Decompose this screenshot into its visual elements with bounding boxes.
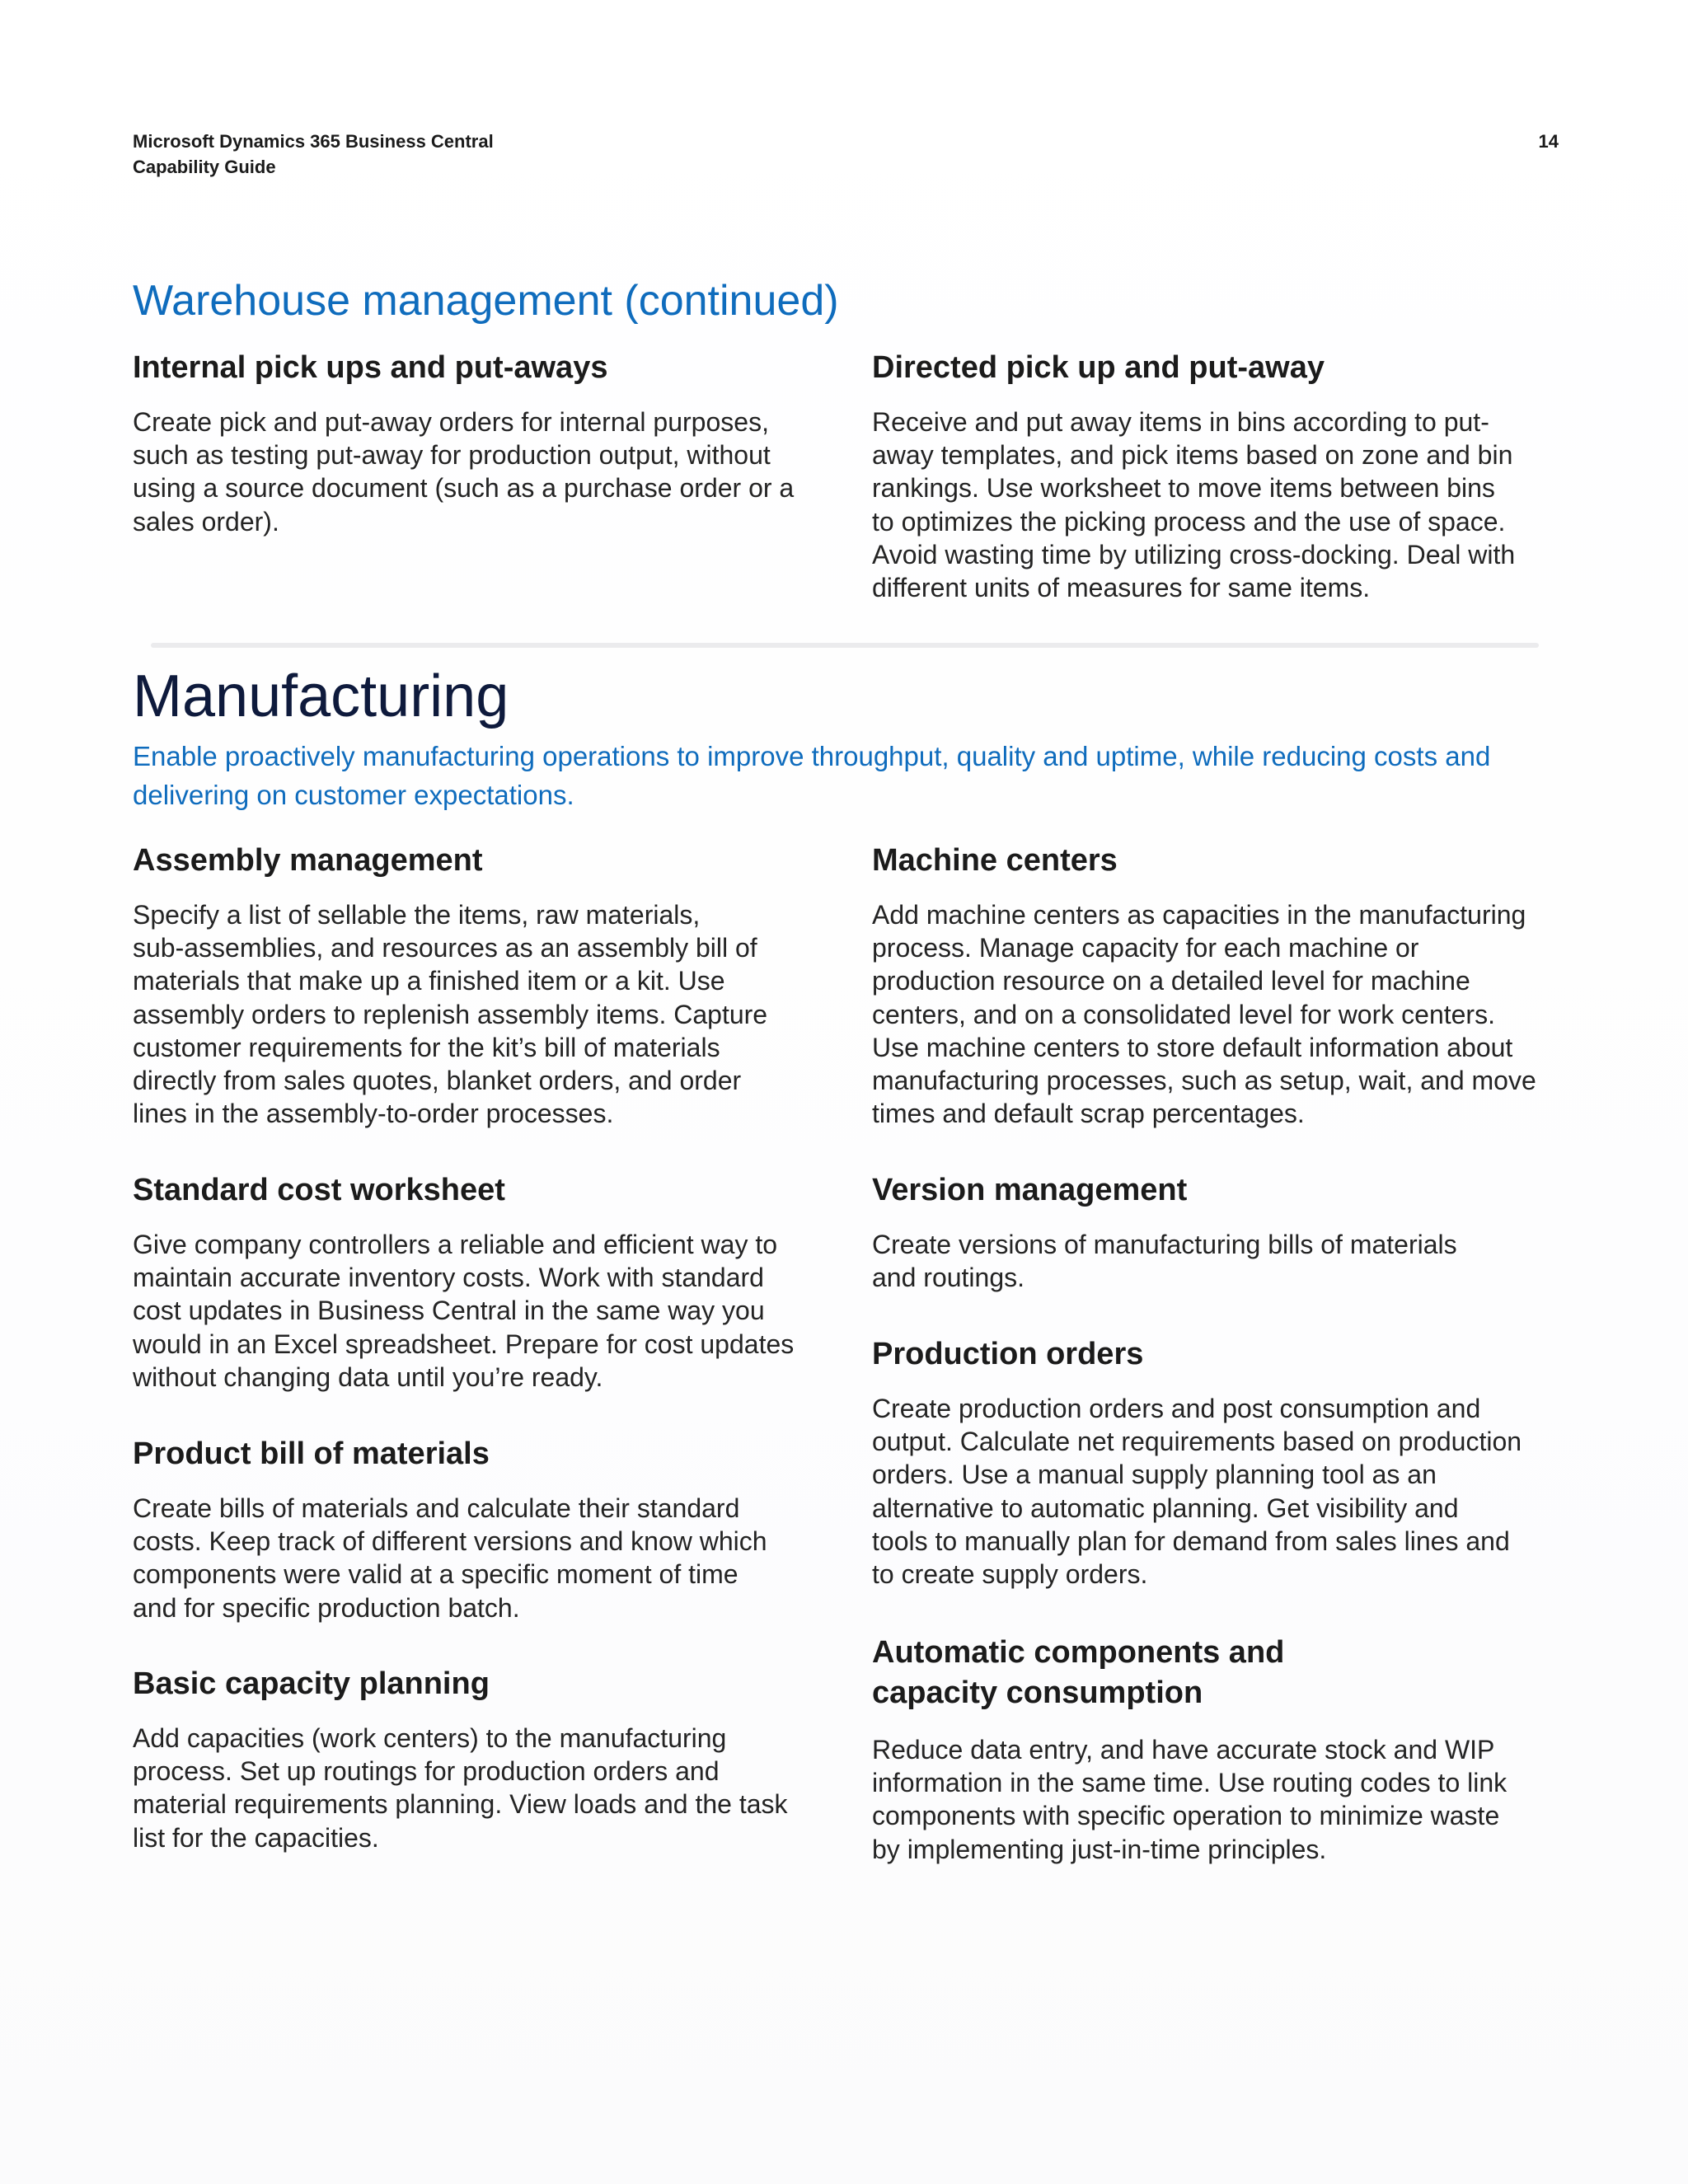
feature-description bbox=[133, 1228, 825, 1394]
text-line: materials that make up a finished item or a kit. Use bbox=[133, 966, 725, 996]
manufacturing-section-title: Manufacturing bbox=[133, 663, 509, 729]
feature-heading: Assembly management bbox=[133, 843, 483, 878]
product-name: Microsoft Dynamics 365 Business Central bbox=[133, 131, 494, 152]
feature-description bbox=[872, 898, 1564, 1130]
text-line: process. Manage capacity for each machine or bbox=[872, 933, 1419, 963]
warehouse-section-title: Warehouse management (continued) bbox=[133, 277, 839, 325]
text-line: lines in the assembly-to-order processes. bbox=[133, 1099, 614, 1129]
feature-description bbox=[872, 1228, 1564, 1294]
text-line: information in the same time. Use routing codes to link bbox=[872, 1768, 1507, 1798]
text-line: to create supply orders. bbox=[872, 1559, 1148, 1590]
text-line: Avoid wasting time by utilizing cross-docking. Deal with bbox=[872, 539, 1516, 569]
text-line: Create versions of manufacturing bills of materials bbox=[872, 1230, 1457, 1259]
feature-directed-pick-up bbox=[872, 348, 1564, 604]
feature-heading: Production orders bbox=[872, 1337, 1144, 1371]
feature-heading: Machine centers bbox=[872, 843, 1118, 878]
feature-heading: Basic capacity planning bbox=[133, 1666, 490, 1701]
text-line: Reduce data entry, and have accurate stock and WIP bbox=[872, 1735, 1495, 1765]
text-line: Give company controllers a reliable and efficient way to bbox=[133, 1230, 778, 1259]
text-line: rankings. Use worksheet to move items between bins bbox=[872, 473, 1495, 504]
text-line: assembly orders to replenish assembly items. Capture bbox=[133, 999, 768, 1029]
feature-description bbox=[872, 1733, 1564, 1866]
feature-standard-cost-worksheet bbox=[133, 1170, 825, 1394]
page-header bbox=[133, 129, 1559, 178]
section-divider bbox=[151, 643, 1539, 648]
feature-basic-capacity-planning bbox=[133, 1664, 825, 1854]
feature-description bbox=[133, 898, 825, 1130]
text-line: components were valid at a specific moment of time bbox=[133, 1559, 738, 1590]
text-line: directly from sales quotes, blanket orders, and order bbox=[133, 1066, 742, 1096]
text-line: away templates, and pick items based on zone and bin bbox=[872, 440, 1513, 471]
feature-version-management bbox=[872, 1170, 1564, 1294]
heading-line: Automatic components and bbox=[872, 1635, 1285, 1670]
text-line: production resource on a detailed level for machine bbox=[872, 966, 1470, 996]
text-line: cost updates in Business Central in the same way you bbox=[133, 1296, 765, 1326]
feature-description bbox=[872, 405, 1564, 604]
text-line: without changing data until you’re ready. bbox=[133, 1361, 603, 1392]
text-line: different units of measures for same items. bbox=[872, 573, 1371, 603]
text-line: Use machine centers to store default information about bbox=[872, 1032, 1513, 1062]
text-line: using a source document (such as a purchase order or a bbox=[133, 473, 795, 504]
feature-heading: Internal pick ups and put-aways bbox=[133, 350, 608, 385]
text-line: Create bills of materials and calculate their standard bbox=[133, 1493, 740, 1523]
guide-name: Capability Guide bbox=[133, 157, 276, 177]
feature-automatic-components bbox=[872, 1633, 1564, 1866]
text-line: such as testing put-away for production output, without bbox=[133, 440, 771, 471]
feature-heading: Standard cost worksheet bbox=[133, 1173, 505, 1207]
feature-heading bbox=[872, 1633, 1564, 1713]
text-line: customer requirements for the kit’s bill of materials bbox=[133, 1032, 720, 1062]
feature-description bbox=[133, 405, 825, 538]
feature-heading: Directed pick up and put-away bbox=[872, 350, 1325, 385]
subtitle-line: Enable proactively manufacturing operations to improve throughput, quality and uptime, while reducing costs and bbox=[133, 741, 1491, 771]
text-line: output. Calculate net requirements based on production bbox=[872, 1427, 1522, 1457]
text-line: material requirements planning. View loads and the task bbox=[133, 1789, 788, 1820]
feature-heading: Product bill of materials bbox=[133, 1436, 490, 1471]
feature-machine-centers bbox=[872, 841, 1564, 1130]
text-line: sales order). bbox=[133, 506, 279, 537]
text-line: by implementing just-in-time principles. bbox=[872, 1834, 1327, 1864]
feature-production-orders bbox=[872, 1334, 1564, 1591]
text-line: tools to manually plan for demand from sales lines and bbox=[872, 1526, 1510, 1556]
text-line: orders. Use a manual supply planning tool as an bbox=[872, 1460, 1437, 1490]
text-line: Receive and put away items in bins according to put- bbox=[872, 407, 1489, 437]
text-line: maintain accurate inventory costs. Work with standard bbox=[133, 1263, 764, 1293]
text-line: and for specific production batch. bbox=[133, 1592, 520, 1623]
text-line: process. Set up routings for production orders and bbox=[133, 1756, 720, 1787]
text-line: costs. Keep track of different versions and know which bbox=[133, 1526, 767, 1557]
text-line: list for the capacities. bbox=[133, 1822, 379, 1853]
text-line: manufacturing processes, such as setup, wait, and move bbox=[872, 1066, 1536, 1096]
document-title-block bbox=[133, 129, 494, 180]
feature-heading: Version management bbox=[872, 1173, 1188, 1207]
text-line: Add machine centers as capacities in the manufacturing bbox=[872, 900, 1526, 930]
feature-assembly-management bbox=[133, 841, 825, 1130]
text-line: times and default scrap percentages. bbox=[872, 1099, 1305, 1129]
text-line: would in an Excel spreadsheet. Prepare for cost updates bbox=[133, 1329, 795, 1359]
text-line: Create production orders and post consumption and bbox=[872, 1394, 1481, 1423]
feature-product-bom bbox=[133, 1434, 825, 1624]
text-line: Specify a list of sellable the items, raw materials, bbox=[133, 900, 701, 930]
feature-description bbox=[872, 1392, 1564, 1591]
feature-description bbox=[133, 1492, 825, 1624]
manufacturing-subtitle bbox=[133, 737, 1559, 814]
subtitle-line: delivering on customer expectations. bbox=[133, 780, 574, 810]
text-line: alternative to automatic planning. Get visibility and bbox=[872, 1493, 1459, 1523]
text-line: components with specific operation to minimize waste bbox=[872, 1801, 1500, 1831]
feature-description bbox=[133, 1722, 825, 1854]
feature-internal-pick-ups bbox=[133, 348, 825, 538]
text-line: to optimizes the picking process and the use of space. bbox=[872, 506, 1506, 537]
text-line: Create pick and put-away orders for internal purposes, bbox=[133, 407, 769, 437]
text-line: sub-assemblies, and resources as an assembly bill of bbox=[133, 933, 757, 963]
page-number: 14 bbox=[1538, 131, 1559, 152]
text-line: Add capacities (work centers) to the manufacturing bbox=[133, 1723, 727, 1753]
text-line: and routings. bbox=[872, 1263, 1025, 1293]
heading-line: capacity consumption bbox=[872, 1675, 1203, 1710]
text-line: centers, and on a consolidated level for work centers. bbox=[872, 999, 1495, 1029]
